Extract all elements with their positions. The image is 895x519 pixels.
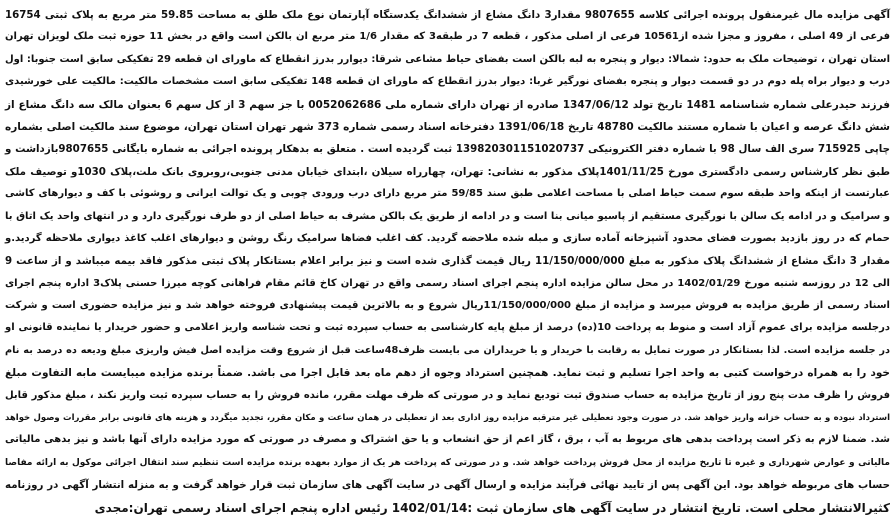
notice-line: شش دانگ عرصه و اعیان با شماره مستند مالکیت 48780 تاریخ 1391/06/18 دفترخانه اسناد رسمی شماره 373 شهر تهران استان تهران، موضوع سند مالکیت اصلی بشماره — [5, 120, 890, 133]
notice-line: و سرامیک و در ادامه یک سالن با نورگیری مستقیم از پاسیو میانی بنا است و در ادامه از طریق یک بالکن مشرف به حیاط اصلی از دو طرف نورگیری دارد و در انتهای واحد یک اتاق با — [5, 210, 890, 222]
notice-line: اسناد رسمی از طریق مزایده به فروش میرسد و مزایده از مبلغ 11/150/000/000ریال شروع و به بالاترین قیمت پیشنهادی فروخته خواهد شد و نیز مزایده حضوری است و شرکت — [5, 300, 890, 312]
notice-line: درجلسه مزایده برای عموم آزاد است و منوط به پرداخت 10(ده) درصد از مبلغ پایه کارشناسی به حساب سپرده ثبت و تحت شناسه واریز اعلامی و حضور خریدار یا نماینده قانونی او — [5, 322, 890, 334]
notice-line: چاپی 715925 سری الف سال 98 با شماره دفتر الکترونیکی 139820301151020737 ثبت گردیده است . متعلق به بدهکار پرونده اجرائی به شماره بایگانی 9807655بازداشت و — [5, 143, 890, 156]
notice-line: در جلسه مزایده است. لذا بستانکار در صورت تمایل به رقابت با خریدار و یا خریداران می بایست ظرف48ساعت قبل از شروع وقت مزایده اصل فیش واریزی مبلغ ودیعه ده درصد به نام — [5, 344, 891, 356]
notice-line: مقدار 3 دانگ مشاع از ششدانگ پلاک مذکور به مبلغ 11/150/000/000 ریال قیمت گذاری شده است و نیز برابر اعلام بستانکار پلاک ثبتی مذکور فاقد بیمه میباشد و از ساعت 9 — [5, 255, 890, 268]
notice-line: خود را به همراه درخواست کتبی به واحد اجرا تسلیم و ثبت نماید. همچنین استرداد وجوه از دهم ماه بعد قابل اجرا می باشد. ضمناً برنده مزایده میبایست مابه التفاوت مبلغ — [5, 367, 890, 380]
notice-line-last: کثیرالانتشار محلی است. تاریخ انتشار در سایت آگهی های سازمان ثبت :1402/01/14 رئیس اداره پنجم اجرای اسناد رسمی تهران:مجدی — [94, 500, 890, 515]
notice-line: فرزند حیدرعلی شماره شناسنامه 1481 تاریخ تولد 1347/06/12 صادره از تهران دارای شماره ملی 0052062686 با جز سهم 3 از کل سهم 6 بعنوان مالک سه دانگ مشاع از — [5, 98, 890, 111]
notice-line: استان تهران ، توضیحات ملک به حدود: شمالا: دیوار و پنجره به لبه بالکن است بفضای حیاط مشاعی شرقا: دیوارر بدرز انقطاع که ماورای ان قطعه 29 تفکیکی سابق است جنوبا: اول — [5, 53, 890, 65]
notice-line: حساب های مربوطه خواهد بود. این آگهی پس از تایید نهائی فرآیند مزایده و ارسال آگهی در سایت آگهی های سازمان ثبت قرار خواهد گرفت و به منزله انتشار آگهی در روزنامه — [5, 479, 890, 492]
notice-line: حمام که در روز بازدید بصورت فضای محدود آشپزخانه آماده سازی و مبله شده ملاحضه گردید. کف اغلب فضاها سرامیک رنگ روشن و دیوارهای اغلب کاغذ دیواری ملاحظه گردید.و — [5, 232, 890, 244]
notice-line: الی 12 در روزسه شنبه مورخ 1402/01/29 در محل سالن مزایده اداره پنجم اجرای اسناد رسمی واقع در تهران کاخ قائم مقام فراهانی کوچه میرزا حسنی پلاک3 اداره پنجم اجرای — [5, 277, 890, 289]
notice-line: درب و دیوار براه پله دوم در دو قسمت دیوار و پنجره بفضای نورگیر غربا: دیوار بدرز انقطاع که ماورای ان قطعه 148 تفکیکی سابق است مشخصات مالکیت: مالکیت علی خورشیدی — [5, 76, 891, 88]
notice-line: آگهی مزایده مال غیرمنقول پرونده اجرائی کلاسه 9807655 مقدار3 دانگ مشاع از ششدانگ یکدستگاه آپارتمان نوع ملک طلق به مساحت 59.85 متر مربع به پلاک ثبتی 16754 — [5, 9, 890, 21]
notice-line: فرعی از 49 اصلی ، مفروز و مجزا شده از10561 فرعی از اصلی مذکور ، قطعه 7 در طبقه3 که مقدار 1/6 متر مربع ان بالکن است واقع در بخش 11 حوزه ثبت ملک لویزان تهران — [5, 31, 890, 43]
notice-line: فروش را ظرف مدت پنج روز از تاریخ مزایده به حساب صندوق ثبت تودیع نماید و در صورتی که ظرف مهلت مقرر، مانده فروش را به حساب سپرده ثبت واریز نکند ، مبلغ مذکور قابل — [5, 389, 890, 401]
notice-line: عبارتست از اینکه واحد طبقه سوم سمت حیاط اصلی با مساحت اعلامی طبق سند 59/85 متر مربع دارای درب ورودی چوبی و یک توالت ایرانی و روشوئی با کف و دیوارهای کاشی — [5, 188, 891, 200]
notice-line: طبق نظر کارشناس رسمی دادگستری مورخ 1401/11/25پلاک مذکور به نشانی: تهران، چهارراه سیلان ،ابتدای خیابان مدنی جنوبی،روبروی بانک ملت،پلاک 1030و توصیف ملک — [5, 165, 890, 178]
notice-line: استرداد نبوده و به حساب خزانه واریز خواهد شد. در صورت وجود تعطیلی غیر مترقبه مزایده روز اداری بعد از تعطیلی در همان ساعت و مکان مقرر، تجدید میگردد و هزینه های قانونی برابر مقررات وصول خواهد — [5, 413, 890, 424]
notice-line: شد. ضمنا لازم به ذکر است پرداخت بدهی های مربوط به آب ، برق ، گاز اعم از حق انشعاب و یا حق اشتراک و مصرف در صورتی که مورد مزایده دارای آنها باشد و نیز بدهی مالیاتی — [5, 434, 890, 446]
notice-line: مالیاتی و عوارض شهرداری و غیره تا تاریخ مزایده از محل فروش پرداخت خواهد شد. و در صورتی که پرداخت هر یک از موارد بعهده برنده مزایده است تنظیم سند انتقال اجرائی موکول به ارائه مفاصا — [5, 457, 890, 468]
